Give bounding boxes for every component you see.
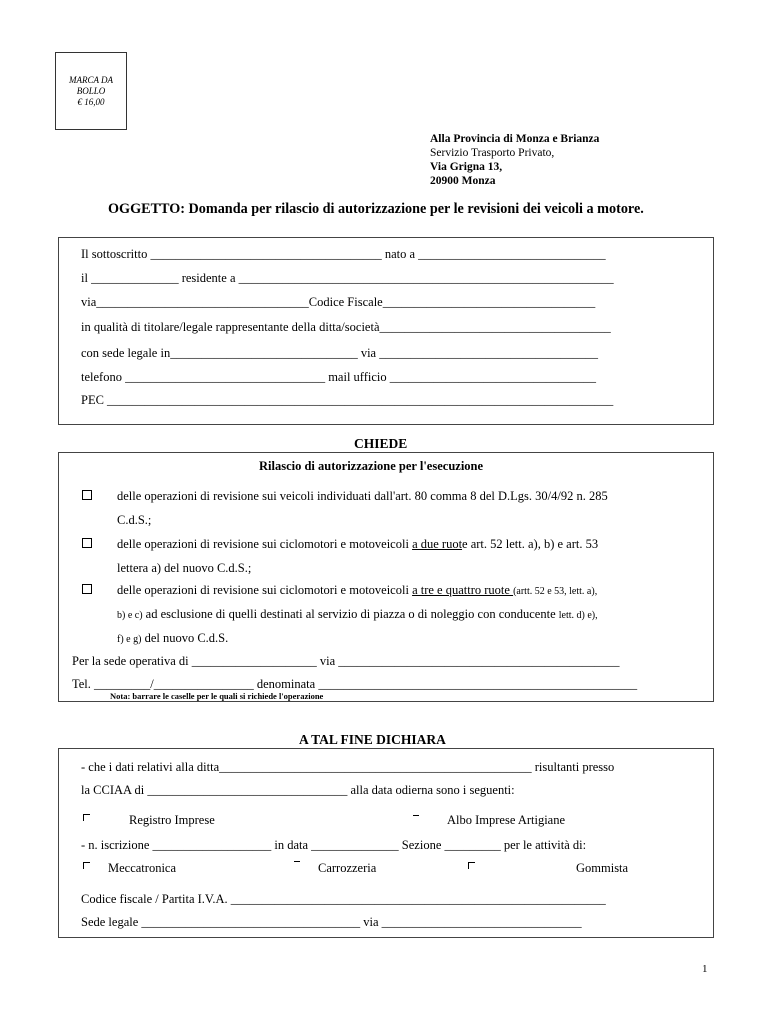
registro-imprese-label: Registro Imprese xyxy=(129,813,215,827)
stamp-line-1: MARCA DA xyxy=(68,75,114,85)
stamp-line-2: BOLLO xyxy=(76,86,106,96)
option-2-text-b: lettera a) del nuovo C.d.S.; xyxy=(117,561,252,575)
applicant-role-line[interactable]: in qualità di titolare/legale rappresentante della ditta/società_____________________________________ xyxy=(81,320,611,334)
option-3-text-b xyxy=(117,607,598,622)
address-line-3: Via Grigna 13, xyxy=(430,161,503,173)
checkbox-option-2[interactable] xyxy=(82,538,92,548)
registration-number-line[interactable]: - n. iscrizione ___________________ in data ______________ Sezione _________ per le attività di: xyxy=(81,838,587,852)
page-number: 1 xyxy=(702,963,708,975)
operating-site-line[interactable]: Per la sede operativa di ____________________ via _____________________________________________ xyxy=(72,654,620,668)
albo-imprese-label: Albo Imprese Artigiane xyxy=(447,813,566,827)
applicant-name-line[interactable]: Il sottoscritto _____________________________________ nato a ______________________________ xyxy=(81,247,606,261)
option-3-underlined: a tre e quattro ruote xyxy=(412,583,514,597)
option-3-text-b-s2: lett. d) e), xyxy=(558,610,598,621)
tel-denomination-line[interactable]: Tel. _________/________________ denominata ___________________________________________________ xyxy=(72,677,638,691)
company-data-line[interactable]: - che i dati relativi alla ditta__________________________________________________ risultanti presso xyxy=(81,760,615,774)
option-3-text-a-post: (artt. 52 e 53, lett. a), xyxy=(513,586,598,597)
option-3-text-a-pre: delle operazioni di revisione sui ciclomotori e motoveicoli xyxy=(117,583,413,597)
checkbox-option-1[interactable] xyxy=(82,490,92,500)
checkbox-gommista[interactable] xyxy=(468,862,475,869)
stamp-line-3: € 16,00 xyxy=(77,97,105,107)
carrozzeria-label: Carrozzeria xyxy=(318,861,377,875)
checkbox-registro-imprese[interactable] xyxy=(83,814,90,821)
legal-seat-line[interactable]: Sede legale ___________________________________ via ________________________________ xyxy=(81,915,582,929)
applicant-address-fiscal-code-line[interactable]: via__________________________________Codice Fiscale__________________________________ xyxy=(81,295,596,309)
applicant-pec-line[interactable]: PEC _________________________________________________________________________________ xyxy=(81,393,614,407)
option-3-text-b-s1: b) e c) xyxy=(117,610,143,621)
recipient-address xyxy=(430,132,599,188)
checkbox-albo-imprese[interactable] xyxy=(413,815,419,816)
dichiara-heading: A TAL FINE DICHIARA xyxy=(299,732,446,747)
checkbox-note: Nota: barrare le caselle per le quali si richiede l'operazione xyxy=(110,691,324,701)
cciaa-line[interactable]: la CCIAA di ________________________________ alla data odierna sono i seguenti: xyxy=(81,783,515,797)
checkbox-carrozzeria[interactable] xyxy=(294,861,300,862)
option-1-text-a: delle operazioni di revisione sui veicoli individuati dall'art. 80 comma 8 del D.Lgs. 30/4/92 n. 285 xyxy=(117,489,608,503)
chiede-subtitle: Rilascio di autorizzazione per l'esecuzione xyxy=(259,459,484,473)
option-2-text-a-post: e art. 52 lett. a), b) e art. 53 xyxy=(462,537,599,551)
applicant-legal-seat-line[interactable]: con sede legale in______________________________ via ___________________________________ xyxy=(81,346,598,360)
option-3-text-b-mid: ad esclusione di quelli destinati al servizio di piazza o di noleggio con conducente xyxy=(142,607,559,621)
option-3-text-c-s1: f) e g) xyxy=(117,634,142,645)
checkbox-meccatronica[interactable] xyxy=(83,862,90,869)
checkbox-option-3[interactable] xyxy=(82,584,92,594)
applicant-birth-residence-line[interactable]: il ______________ residente a ____________________________________________________________ xyxy=(81,271,614,285)
option-2-text-a xyxy=(117,537,598,552)
chiede-heading: CHIEDE xyxy=(354,436,408,451)
address-line-4: 20900 Monza xyxy=(430,175,496,187)
fiscal-code-vat-line[interactable]: Codice fiscale / Partita I.V.A. ____________________________________________________________ xyxy=(81,892,606,906)
option-1-text-b: C.d.S.; xyxy=(117,513,152,527)
option-3-text-a xyxy=(117,583,597,598)
option-2-underlined: a due ruot xyxy=(412,537,463,551)
revenue-stamp-box xyxy=(55,52,127,130)
gommista-label: Gommista xyxy=(576,861,629,875)
address-line-2: Servizio Trasporto Privato, xyxy=(430,147,555,159)
applicant-phone-email-line[interactable]: telefono ________________________________ mail ufficio _________________________________ xyxy=(81,370,597,384)
option-3-text-c xyxy=(117,631,228,646)
meccatronica-label: Meccatronica xyxy=(108,861,177,875)
address-line-1: Alla Provincia di Monza e Brianza xyxy=(430,133,600,145)
option-3-text-c-mid: del nuovo C.d.S. xyxy=(141,631,229,645)
option-2-text-a-pre: delle operazioni di revisione sui ciclomotori e motoveicoli xyxy=(117,537,413,551)
subject-heading: OGGETTO: Domanda per rilascio di autorizzazione per le revisioni dei veicoli a motore. xyxy=(108,201,644,217)
